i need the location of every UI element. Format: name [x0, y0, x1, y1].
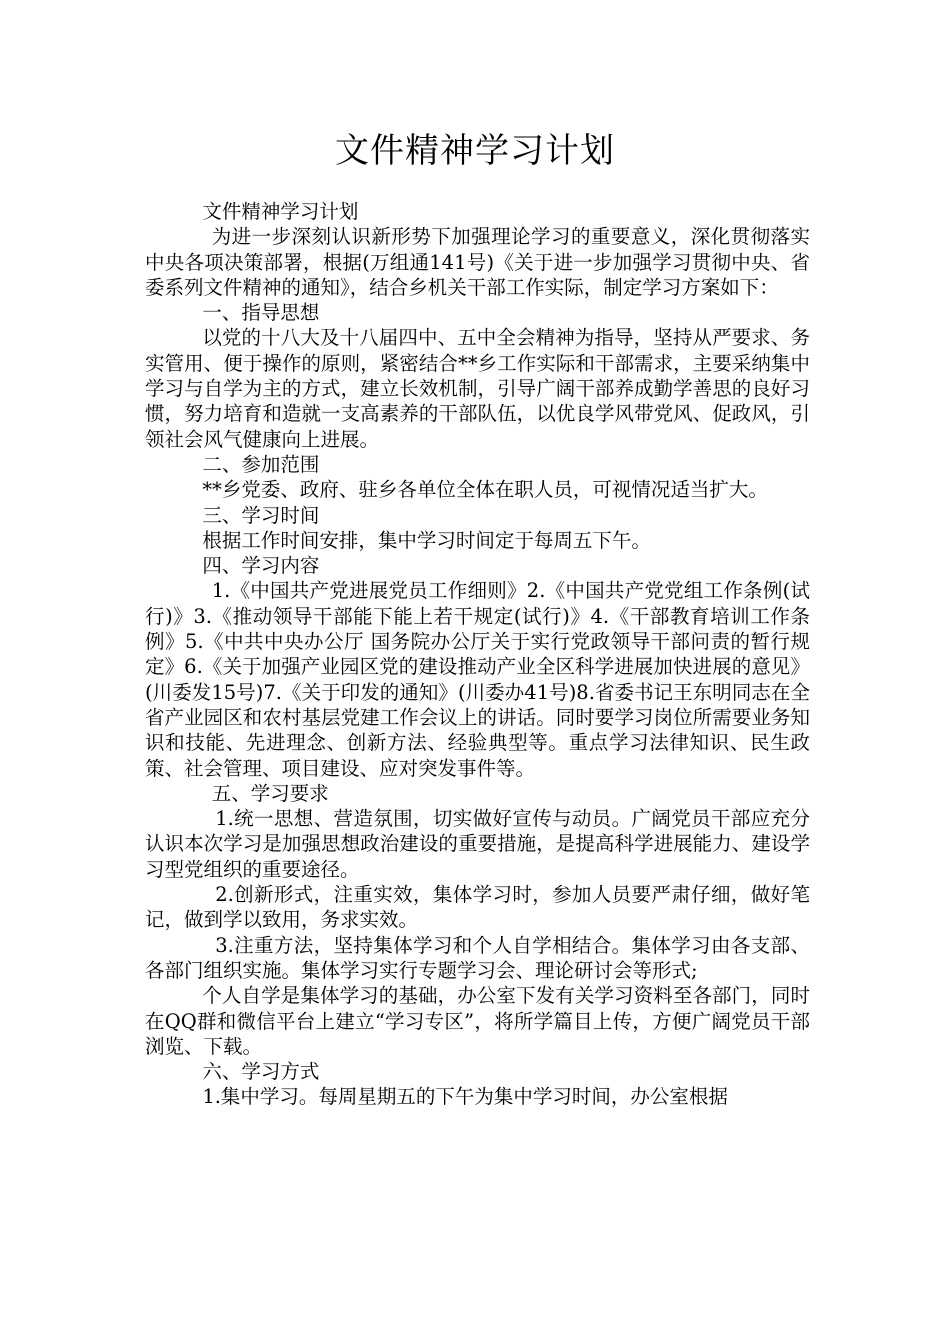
- paragraph-study-method-1: 1.集中学习。每周星期五的下午为集中学习时间，办公室根据: [202, 1085, 728, 1109]
- paragraph-study-time: 根据工作时间安排，集中学习时间定于每周五下午。: [202, 528, 651, 552]
- heading-study-requirements: 五、学习要求: [211, 781, 329, 805]
- heading-study-content: 四、学习内容: [202, 554, 320, 578]
- paragraph-study-content: 1.《中国共产党进展党员工作细则》2.《中国共产党党组工作条例(试行)》3.《推动领导干部能下能上若干规定(试行)》4.《干部教育培训工作条例》5.《中共中央办公厅 国务院办公厅关于实行党政领导干部问责的暂行规定》6.《关于加强产业园区党的建设推动产业全区科学进展加快进展的意见》(川委发15号)7.《关于印发的通知》(川委办41号)8.省委书记王东明同志在全省产业园区和农村基层党建工作会议上的讲话。同时要学习岗位所需要业务知识和技能、先进理念、创新方法、经验典型等。重点学习法律知识、民生政策、社会管理、项目建设、应对突发事件等。: [145, 579, 810, 780]
- paragraph-intro: 为进一步深刻认识新形势下加强理论学习的重要意义，深化贯彻落实中央各项决策部署，根据(万组通141号)《关于进一步加强学习贯彻中央、省委系列文件精神的通知》，结合乡机关干部工作实际，制定学习方案如下：: [145, 225, 810, 299]
- paragraph-scope: **乡党委、政府、驻乡各单位全体在职人员，可视情况适当扩大。: [202, 478, 768, 502]
- paragraph-subtitle: 文件精神学习计划: [202, 200, 359, 223]
- paragraph-requirement-1: 1.统一思想、营造氛围，切实做好宣传与动员。广阔党员干部应充分认识本次学习是加强思想政治建设的重要措施，是提高科学进展能力、建设学习型党组织的重要途径。: [145, 807, 810, 881]
- paragraph-guiding-thought: 以党的十八大及十八届四中、五中全会精神为指导，坚持从严要求、务实管用、便于操作的原则，紧密结合**乡工作实际和干部需求，主要采纳集中学习与自学为主的方式，建立长效机制，引导广阔干部养成勤学善思的良好习惯，努力培育和造就一支高素养的干部队伍，以优良学风带党风、促政风，引领社会风气健康向上进展。: [145, 326, 810, 451]
- heading-guiding-thought: 一、指导思想: [202, 301, 320, 325]
- document-title: 文件精神学习计划: [335, 131, 615, 171]
- heading-study-method: 六、学习方式: [202, 1060, 320, 1084]
- document-body: [145, 199, 810, 1110]
- paragraph-requirement-2: 2.创新形式，注重实效，集体学习时，参加人员要严肃仔细，做好笔记，做到学以致用，务求实效。: [145, 883, 810, 932]
- paragraph-requirement-3: 3.注重方法，坚持集体学习和个人自学相结合。集体学习由各支部、各部门组织实施。集体学习实行专题学习会、理论研讨会等形式;: [145, 933, 810, 982]
- heading-study-time: 三、学习时间: [202, 503, 320, 527]
- paragraph-self-study: 个人自学是集体学习的基础，办公室下发有关学习资料至各部门，同时在QQ群和微信平台上建立“学习专区”，将所学篇目上传，方便广阔党员干部浏览、下载。: [145, 984, 810, 1058]
- heading-scope: 二、参加范围: [202, 452, 320, 476]
